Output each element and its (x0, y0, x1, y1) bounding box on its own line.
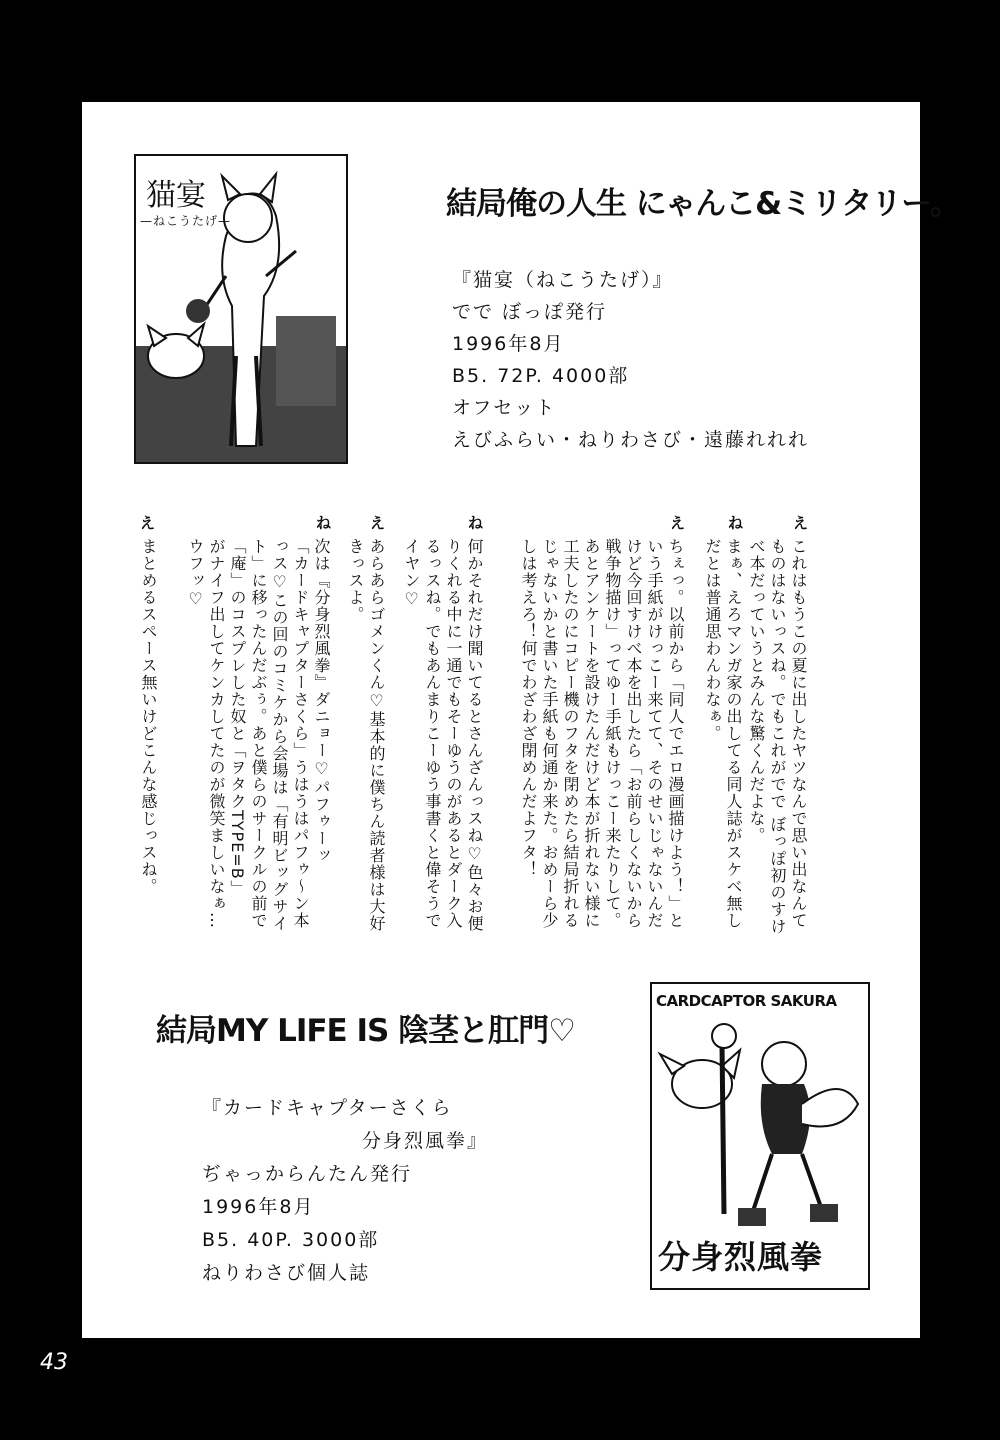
dialogue-column: 工夫したのにコピー機のフタを閉めたら結局折れる (561, 538, 580, 929)
info-line: B5. 72P. 4000部 (452, 365, 630, 387)
dialogue-column: っス♡この回のコミケから会場は「有明ビッグサイ (270, 538, 289, 932)
art-subtitle: —ねこうたげ— (140, 214, 232, 228)
dialogue-column: しは考えろ！何でわざわざ閉めんだよフタ！ (519, 538, 538, 878)
headline-1: 結局俺の人生 にゃんこ&ミリタリー。 (446, 186, 960, 222)
page-number: 43 (40, 1350, 68, 1375)
cardcaptor-sakura-cover-art (650, 982, 870, 1290)
book-1-info (452, 264, 809, 456)
info-line: ねりわさび個人誌 (202, 1262, 371, 1284)
neko-utage-cover-art (134, 154, 348, 464)
info-line: 『カードキャプターさくら (202, 1097, 453, 1119)
dialogue-column: ちぇっ。以前から「同人でエロ漫画描けよう！」と (666, 538, 685, 929)
info-line: 分身烈風拳』 (362, 1130, 489, 1152)
info-line: えびふらい・ねりわさび・遠藤れれれ (452, 429, 810, 451)
info-line: 『猫宴（ねこうたげ）』 (452, 269, 674, 291)
dialogue-column: がナイフ出してケンカしてたのが微笑ましいなぁ… (207, 538, 226, 929)
speaker-mark: ね (468, 514, 484, 532)
dialogue-column: これはもうこの夏に出したヤツなんで思い出なんて (789, 538, 808, 929)
dialogue-column: りくれる中に一通でもそーゆうのがあるとダーク入 (444, 538, 463, 929)
dialogue-column: るっスね。でもあんまりこーゆう事書くと偉そうで (423, 538, 442, 929)
headline-2: 結局MY LIFE IS 陰茎と肛門♡ (156, 1013, 575, 1049)
art-title: CARDCAPTOR SAKURA (656, 992, 837, 1010)
speaker-mark: ね (728, 514, 744, 532)
dialogue-column: 何かそれだけ聞いてるとさんざんっスね♡色々お便 (465, 538, 484, 932)
dialogue-column: だとは普通思わんわなぁ。 (703, 538, 722, 742)
info-line: B5. 40P. 3000部 (202, 1229, 380, 1251)
art-title: 猫宴 (146, 178, 206, 213)
dialogue-column: いう手紙がけっこー来てて、そのせいじゃないんだ (645, 538, 664, 929)
dialogue-column: けど今回すけべ本を出したら「お前らしくないから (624, 538, 643, 929)
dialogue-column: べ本だっていうとみんな驚くんだよな。 (747, 538, 766, 844)
dialogue-column: じゃないかと書いた手紙も何通か来た。おめーら少 (540, 538, 559, 929)
dialogue-column: ものはないっスね。でもこれがでで ぼっぽ初のすけ (768, 538, 787, 936)
speaker-mark: え (140, 514, 156, 532)
speaker-mark: え (370, 514, 386, 532)
dialogue-column: あとアンケートを設けたんだけど本が折れない様に (582, 538, 601, 929)
speaker-mark: え (670, 514, 686, 532)
document-page (82, 102, 960, 1338)
info-line: でで ぼっぽ発行 (452, 301, 608, 323)
dialogue-column: 「カードキャプターさくら」うはうはパフゥ～ン本 (291, 538, 310, 929)
info-line: オフセット (452, 397, 557, 419)
dialogue-column: 次は『分身烈風拳』ダニョー♡パフゥーッ (312, 538, 331, 864)
dialogue-column: まぁ、えろマンガ家の出してる同人誌がスケベ無し (724, 538, 743, 929)
dialogue-column: 「庵」のコスプレした奴と「ヲタクTYPE=B」 (228, 538, 247, 897)
info-line: 1996年8月 (202, 1196, 315, 1218)
speaker-mark: え (793, 514, 809, 532)
info-line: 1996年8月 (452, 333, 565, 355)
dialogue-column: ト」に移ったんだぶぅ。あと僕らのサークルの前で (249, 538, 268, 929)
dialogue-column: あらあらゴメンくん♡基本的に僕ちん読者様は大好 (367, 538, 386, 932)
art-bottom-title: 分身烈風拳 (658, 1238, 824, 1276)
book-2-info (202, 1092, 488, 1290)
dialogue-column: ウフッ♡ (186, 538, 205, 609)
info-line: ぢゃっからんたん発行 (202, 1163, 413, 1185)
speaker-mark: ね (316, 514, 332, 532)
dialogue-column: イヤン♡ (402, 538, 421, 609)
dialogue-column: 戦争物描け」ってゆー手紙もけっこー来たりして。 (603, 538, 622, 929)
dialogue-column: まとめるスペース無いけどこんな感じっスね。 (139, 538, 158, 895)
dialogue-column: きっスよ。 (346, 538, 365, 623)
